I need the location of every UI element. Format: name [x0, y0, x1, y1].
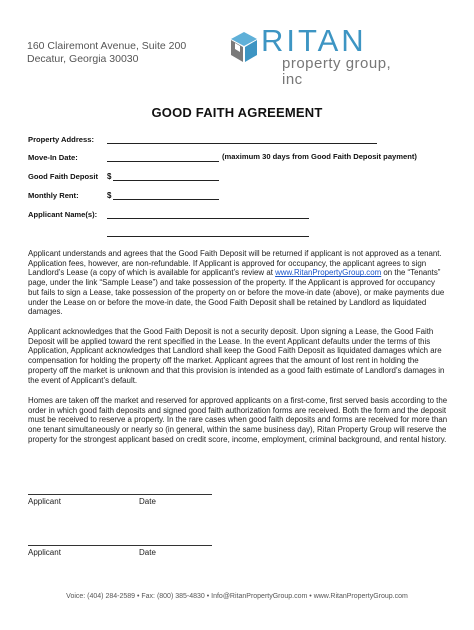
ritan-website-link[interactable]: www.RitanPropertyGroup.com: [275, 268, 382, 278]
applicant-label-1: Applicant: [28, 497, 61, 506]
monthly-rent-line[interactable]: [113, 199, 219, 200]
paragraph-not-security-deposit: Applicant acknowledges that the Good Faith Deposit is not a security deposit. Upon signing a Lease, the Good Faith Deposit will be applied toward the rent specified in the Lease. In the event Applicant defaults under the terms of this Application, Applicant acknowledges that Landlord shall keep the Good Faith Deposit as liquidated damages which are compensation for holding the property off the market. Applicant agrees that the amount of lost rent in holding the property off the market is unknown and that this provision is intended as a good faith estimate of Landlord’s damages in the event of Applicant’s default.: [28, 327, 445, 385]
date-label-2: Date: [139, 548, 156, 557]
move-in-note: (maximum 30 days from Good Faith Deposit payment): [222, 152, 417, 161]
paragraph-deposit-return: [28, 249, 448, 317]
logo-subtitle: property group, inc: [282, 55, 392, 88]
date-label-1: Date: [139, 497, 156, 506]
contact-footer: Voice: (404) 284-2589 • Fax: (800) 385-4830 • Info@RitanPropertyGroup.com • www.RitanPropertyGroup.com: [66, 593, 408, 600]
document-title: GOOD FAITH AGREEMENT: [151, 105, 323, 120]
property-address-line[interactable]: [107, 143, 377, 144]
applicant-names-line-2[interactable]: [107, 236, 309, 237]
company-address: [27, 40, 186, 66]
paragraph-1-end: on the “Tenants” page, under the link “Sample Lease”) and take possession of the property. If the Applicant is approved for occupancy but fails to sign a Lease, take possession of the property on or before the move-in date (above), or make payments due under the Lease on or before the move-in date, the Good Faith Deposit shall be retained by Landlord as liquidated damages.: [28, 268, 445, 317]
good-faith-deposit-label: Good Faith Deposit: [28, 172, 99, 181]
signature-line-1[interactable]: [28, 494, 212, 495]
monthly-rent-label: Monthly Rent:: [28, 191, 79, 200]
address-line-1: 160 Clairemont Avenue, Suite 200: [27, 40, 187, 52]
applicant-names-label: Applicant Name(s):: [28, 210, 98, 219]
logo-wordmark: RITAN: [261, 23, 367, 58]
paragraph-1-start: Applicant understands and agrees that the Good Faith Deposit will be returned if applicant is not approved as a tenant. Application fees, however, are non-refundable. If Applicant is approved for occupancy, the applicant agrees to sign Landlord’s Lease (a copy of which is available for applicant’s review at: [28, 249, 442, 278]
move-in-date-label: Move-In Date:: [28, 153, 78, 162]
applicant-label-2: Applicant: [28, 548, 61, 557]
ritan-logo: [229, 23, 399, 88]
rent-currency: $: [107, 191, 112, 200]
paragraph-reservation-policy: Homes are taken off the market and reserved for approved applicants on a first-come, first served basis according to the order in which good faith deposits and signed good faith authorization forms are received. Both the form and the deposit must be received to reserve a property. In the rare cases when good faith deposits and forms are received for more than one tenant simultaneously or nearly so (in general, within the same business day), Ritan Property Group will reserve the property for the strongest applicant based on credit score, income, employment, criminal background, and rental history.: [28, 396, 448, 444]
property-address-label: Property Address:: [28, 135, 94, 144]
deposit-currency: $: [107, 172, 112, 181]
good-faith-deposit-line[interactable]: [113, 180, 219, 181]
signature-line-2[interactable]: [28, 545, 212, 546]
cube-logo-icon: [229, 31, 259, 63]
address-line-2: Decatur, Georgia 30030: [27, 53, 139, 65]
move-in-date-line[interactable]: [107, 161, 219, 162]
applicant-names-line-1[interactable]: [107, 218, 309, 219]
